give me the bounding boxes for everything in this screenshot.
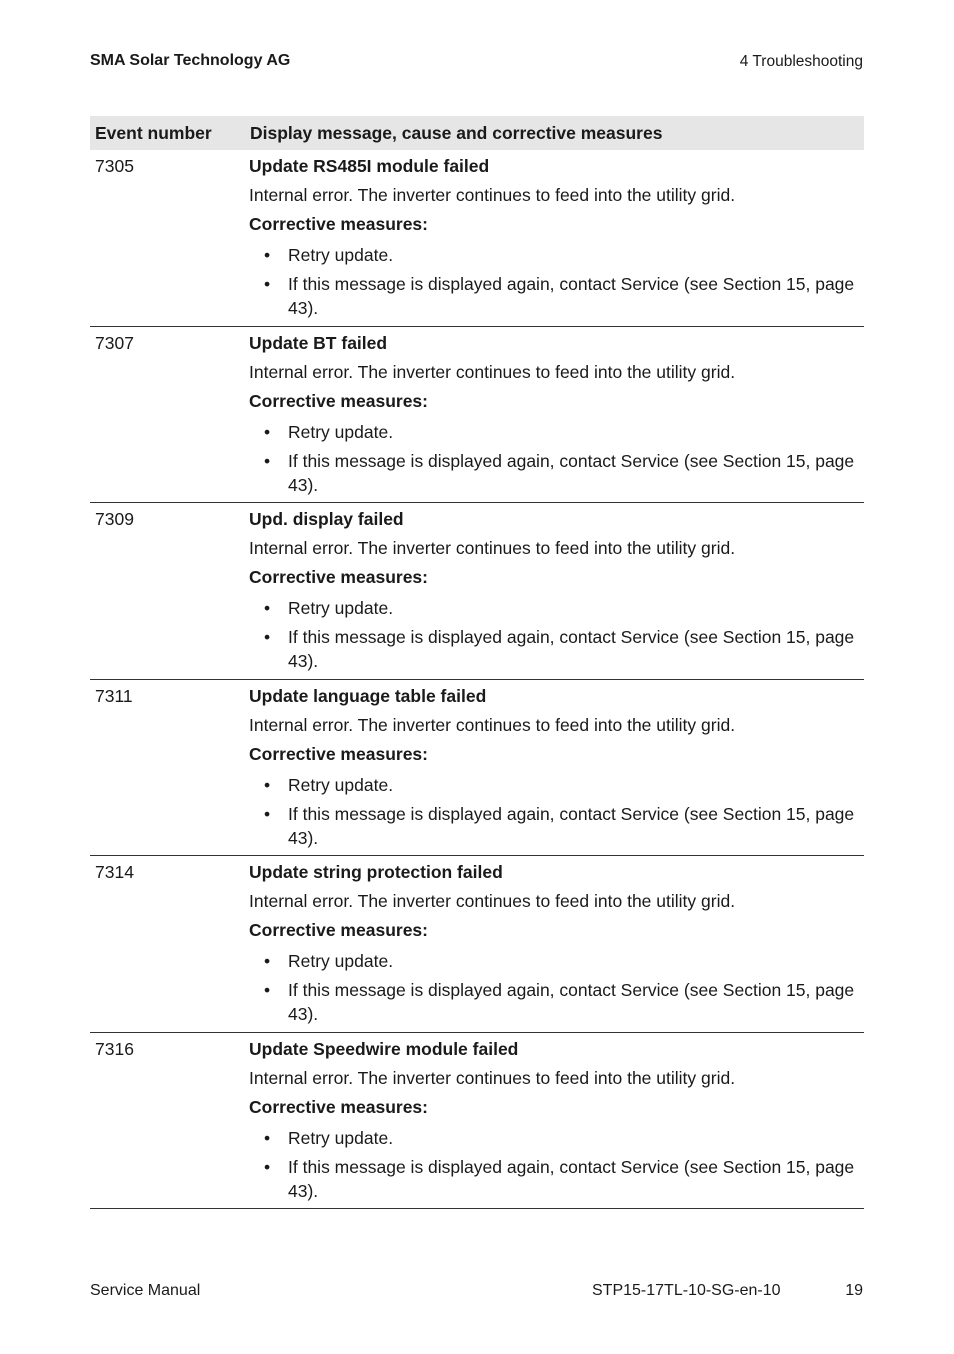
table-header-row (90, 116, 864, 150)
event-description (245, 679, 864, 855)
event-title: Update string protection failed (249, 861, 503, 882)
measures-list (249, 243, 864, 320)
list-item (249, 802, 864, 850)
list-item (249, 949, 864, 973)
corrective-measures-label: Corrective measures: (249, 390, 428, 411)
bullet-icon: • (264, 450, 271, 471)
event-number: 7305 (95, 156, 134, 176)
event-number: 7316 (95, 1038, 134, 1059)
event-title: Update BT failed (249, 332, 388, 353)
table-row (90, 679, 864, 855)
event-description (245, 1032, 864, 1208)
table-row (90, 1032, 864, 1208)
corrective-measures-label: Corrective measures: (249, 743, 428, 764)
measure-text: Retry update. (288, 950, 394, 971)
measure-text: Retry update. (288, 421, 394, 442)
corrective-measures-label: Corrective measures: (249, 1096, 428, 1117)
header-chapter: 4 Troubleshooting (739, 53, 863, 70)
event-cause: Internal error. The inverter continues to feed into the utility grid. (249, 1067, 736, 1088)
measures-list (249, 1126, 864, 1203)
measures-list (249, 596, 864, 673)
bullet-icon: • (264, 597, 271, 618)
bullet-icon: • (264, 626, 271, 647)
footer-doc-code: STP15-17TL-10-SG-en-10 (592, 1282, 781, 1299)
table-row (90, 855, 864, 1032)
event-cause: Internal error. The inverter continues to feed into the utility grid. (249, 890, 736, 911)
bullet-icon: • (264, 421, 271, 442)
measure-text: If this message is displayed again, contact Service (see Section 15, page 43). (288, 1156, 855, 1201)
event-cause: Internal error. The inverter continues to feed into the utility grid. (249, 537, 736, 558)
event-title: Update Speedwire module failed (249, 1038, 519, 1059)
bullet-icon: • (264, 774, 271, 795)
measure-text: If this message is displayed again, contact Service (see Section 15, page 43). (288, 626, 855, 671)
measures-list (249, 949, 864, 1026)
event-title: Update language table failed (249, 685, 487, 706)
measure-text: Retry update. (288, 774, 394, 795)
bullet-icon: • (264, 1156, 271, 1177)
event-table (90, 116, 864, 1209)
bullet-icon: • (264, 245, 271, 265)
event-description (245, 502, 864, 679)
corrective-measures-label: Corrective measures: (249, 566, 428, 587)
event-cause: Internal error. The inverter continues to feed into the utility grid. (249, 185, 736, 205)
page-number: 19 (845, 1282, 863, 1299)
measure-text: Retry update. (288, 597, 394, 618)
measure-text: If this message is displayed again, contact Service (see Section 15, page 43). (288, 450, 855, 495)
header-company: SMA Solar Technology AG (90, 52, 291, 69)
bullet-icon: • (264, 950, 271, 971)
column-header-event-number: Event number (90, 116, 245, 150)
event-cause: Internal error. The inverter continues to feed into the utility grid. (249, 361, 736, 382)
list-item (249, 1126, 864, 1150)
table-row (90, 326, 864, 502)
event-number: 7311 (95, 685, 133, 706)
list-item (249, 773, 864, 797)
bullet-icon: • (264, 979, 271, 1000)
table-row (90, 150, 864, 326)
list-item (249, 243, 864, 267)
corrective-measures-label: Corrective measures: (249, 214, 428, 234)
list-item (249, 625, 864, 673)
corrective-measures-label: Corrective measures: (249, 919, 428, 940)
measure-text: Retry update. (288, 1127, 394, 1148)
measure-text: Retry update. (288, 245, 394, 265)
measure-text: If this message is displayed again, contact Service (see Section 15, page 43). (288, 274, 855, 318)
event-number: 7314 (95, 861, 134, 882)
list-item (249, 978, 864, 1026)
list-item (249, 272, 864, 320)
event-title: Update RS485I module failed (249, 156, 490, 176)
event-title: Upd. display failed (249, 508, 404, 529)
bullet-icon: • (264, 1127, 271, 1148)
event-number: 7309 (95, 508, 134, 529)
bullet-icon: • (264, 274, 271, 294)
bullet-icon: • (264, 803, 271, 824)
list-item (249, 420, 864, 444)
footer-doc-type: Service Manual (90, 1282, 201, 1299)
list-item (249, 449, 864, 497)
event-description (245, 326, 864, 502)
measures-list (249, 773, 864, 850)
list-item (249, 596, 864, 620)
measure-text: If this message is displayed again, contact Service (see Section 15, page 43). (288, 979, 855, 1024)
column-header-description: Display message, cause and corrective measures (245, 116, 864, 150)
measure-text: If this message is displayed again, contact Service (see Section 15, page 43). (288, 803, 855, 848)
list-item (249, 1155, 864, 1203)
event-description (245, 855, 864, 1032)
event-number: 7307 (95, 332, 134, 353)
event-cause: Internal error. The inverter continues to feed into the utility grid. (249, 714, 736, 735)
event-description (245, 150, 864, 326)
table-row (90, 502, 864, 679)
measures-list (249, 420, 864, 497)
